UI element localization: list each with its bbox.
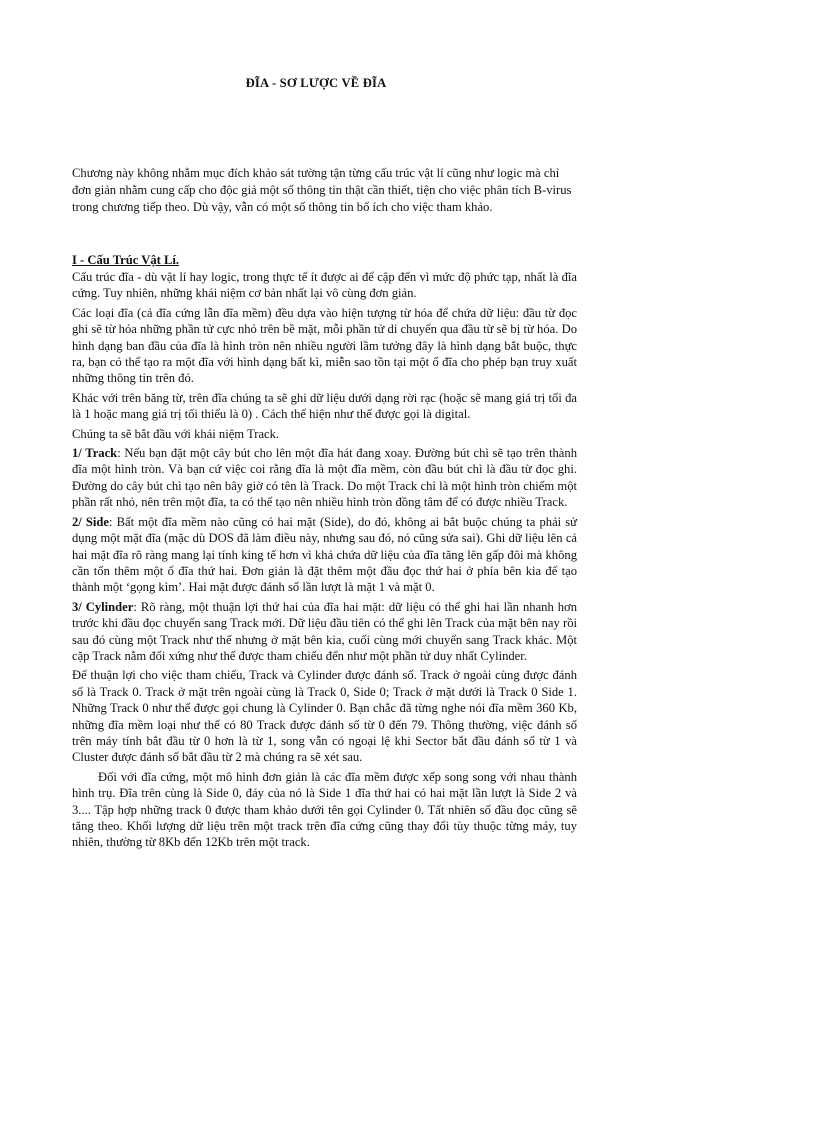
paragraph-numbering: Để thuận lợi cho việc tham chiếu, Track và Cylinder được đánh số. Track ở ngoài cùng được đánh số là Track 0. Track ở mặt trên ngoài cùng là Track 0, Side 0; Track ở mặt dưới là Track 0 Side 1. Những Track 0 như thế được gọi chung là Cylinder 0. Bạn chắc đã từng nghe nói đĩa mềm 360 Kb, những đĩa mềm loại như thế có 80 Track được đánh số từ 0 đến 79. Thông thường, việc đánh số trên máy tính bắt đầu từ 0 hơn là từ 1, song vẫn có ngoại lệ khi Sector bắt đầu đánh số từ 1 và Cluster được đánh số bắt đầu từ 2 mà chúng ra sẽ xét sau. (72, 668, 577, 765)
term-cylinder: 3/ Cylinder (72, 599, 134, 614)
section-physical-structure (72, 252, 577, 854)
paragraph-magnetization: Các loại đĩa (cả đĩa cứng lẫn đĩa mềm) đều dựa vào hiện tượng từ hóa để chứa dữ liệu: đầu từ đọc ghi sẽ từ hóa những phần tử cực nhỏ trên bề mặt, mỗi phần tử di chuyển qua đầu từ sẽ bị từ hóa. Do hình dạng ban đầu của đĩa là hình tròn nên nhiều người lầm tưởng đây là hình dạng bắt buộc, thực ra, bạn có thể tạo ra một đĩa với hình dạng bất kì, miễn sao tồn tại một ổ đĩa cho phép bạn truy xuất những thông tin trên đó. (72, 305, 577, 386)
paragraph-disk-structure: Cấu trúc đĩa - dù vật lí hay logic, trong thực tế ít được ai để cập đến vì mức độ phức tạp, nhất là đĩa cứng. Tuy nhiên, những khái niệm cơ bản nhất lại vô cùng đơn giản. (72, 270, 577, 301)
term-track: 1/ Track (72, 446, 118, 461)
paragraph-cylinder (72, 599, 577, 665)
section-heading: I - Cấu Trúc Vật Lí. (72, 253, 180, 267)
paragraph-track (72, 445, 577, 511)
intro-paragraph: Chương này không nhằm mục đích khảo sát tường tận từng cấu trúc vật lí cũng như logic mà chỉ đơn giản nhằm cung cấp cho độc giả một số thông tin thật cần thiết, tiện cho việc phân tích B-virus trong chương tiếp theo. Dù vậy, vẫn có một số thông tin bổ ích cho việc tham khảo. (72, 166, 572, 214)
paragraph-side (72, 514, 577, 596)
paragraph-digital: Khác với trên băng từ, trên đĩa chúng ta sẽ ghi dữ liệu dưới dạng rời rạc (hoặc sẽ mang giá trị tối đa là 1 hoặc mang giá trị tối thiểu là 0) . Cách thể hiện như thế được gọi là digital. (72, 390, 577, 422)
cylinder-description: : Rõ ràng, một thuận lợi thứ hai của đĩa hai mặt: dữ liệu có thể ghi hai lần nhanh hơn trước khi đầu đọc chuyển sang Track mới. Dữ liệu đầu tiên có thể ghi lên Track của mặt bên nay rồi sau đó cùng một Track như thế nhưng ở mặt bên kia, cuối cùng mới chuyển sang Track khác. Một cặp Track nằm đối xứng như thế được tham chiếu đến như một phần tử duy nhất Cylinder. (72, 599, 577, 663)
track-description: : Nếu bạn đặt một cây bút cho lên một đĩa hát đang xoay. Đường bút chì sẽ tạo trên thành đĩa một hình tròn. Và bạn cứ việc coi rằng đĩa là một đĩa mềm, còn đầu bút chì là đầu từ đọc ghi. Đường do cây bút chì tạo nên bây giờ có tên là Track. Do một Track chỉ là một hình tròn chiếm một phần rất nhỏ, nên trên một đĩa, ta có thể tạo nên nhiều hình tròn đồng tâm để có được nhiều Track. (72, 446, 577, 510)
side-description: : Bất một đĩa mềm nào cũng có hai mặt (Side), do đó, không ai bắt buộc chúng ta phải sử dụng một mặt đĩa (mặc dù DOS đã làm điều này, nhưng sau đó, nó cũng sửa sai). Ghi dữ liệu lên cả hai mặt đĩa rõ ràng mang lại tính king tế hơn vì khả chứa dữ liệu của đĩa tăng lên gấp đôi mà không cần tốn thêm một ổ đĩa thứ hai. Đơn giản là đặt thêm một đầu đọc thứ hai ở phía bên kia để tạo thành một ‘gọng kìm’. Hai mặt được đánh số lần lượt là mặt 1 và mặt 0. (72, 514, 577, 595)
page-title: ĐĨA - SƠ LƯỢC VỀ ĐĨA (245, 76, 387, 90)
paragraph-hard-disk: Đối với đĩa cứng, một mô hình đơn giản là các đĩa mềm được xếp song song với nhau thành hình trụ. Đĩa trên cùng là Side 0, đáy của nó là Side 1 đĩa thứ hai có hai mặt lần lượt là Side 2 và 3.... Tập hợp những track 0 được tham khảo dưới tên gọi Cylinder 0. Tất nhiên số đầu đọc cũng sẽ tăng theo. Khối lượng dữ liệu trên một track trên đĩa cứng cũng thay đổi tùy thuộc từng máy, tuy nhiên, thường từ 8Kb đến 12Kb trên một track. (72, 769, 577, 850)
paragraph-track-intro: Chúng ta sẽ bắt đầu với khái niệm Track. (72, 426, 280, 441)
term-side: 2/ Side (72, 514, 109, 529)
